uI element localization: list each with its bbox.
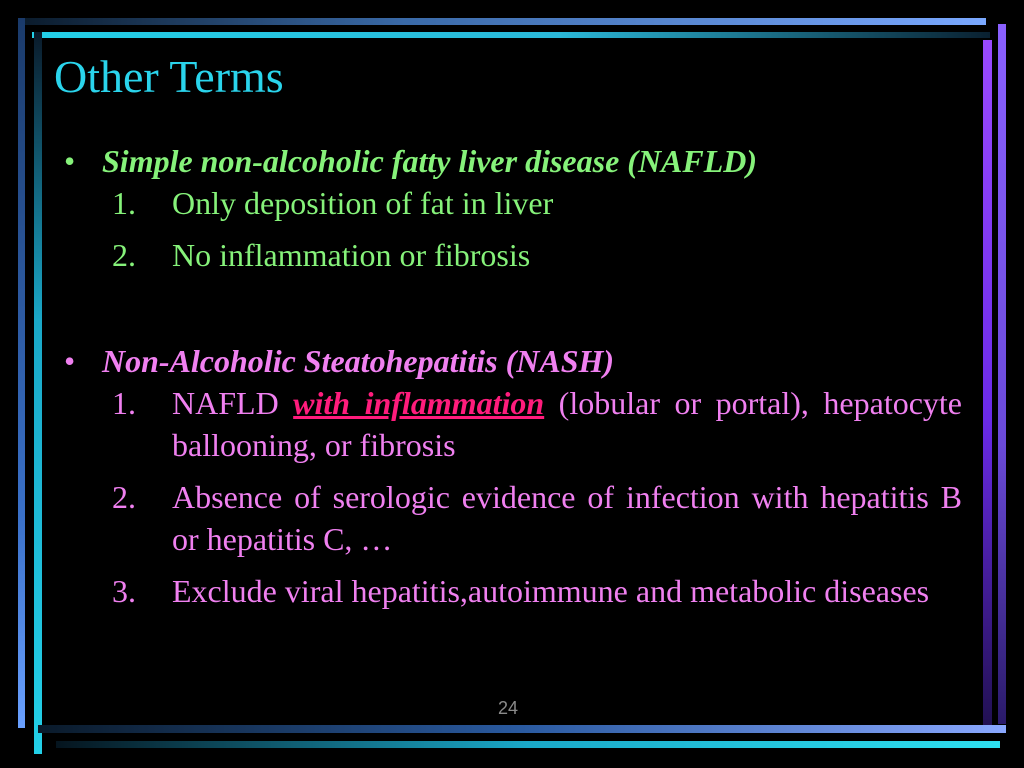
slide-title: Other Terms [54, 51, 284, 102]
frame-bar-right-inner [983, 40, 992, 730]
list-number: 1. [112, 185, 136, 221]
emphasis-with-inflammation: with inflammation [293, 385, 545, 421]
bullet-marker: • [64, 343, 76, 379]
bullet-heading-nash: Non-Alcoholic Steatohepatitis (NASH) [102, 343, 615, 379]
list-item [112, 182, 962, 224]
bullet-nash [64, 340, 962, 382]
list-text: Absence of serologic evidence of infection with hepatitis B or hepatitis C, … [172, 479, 962, 557]
list-number: 3. [112, 573, 136, 609]
list-text: Exclude viral hepatitis,autoimmune and metabolic diseases [172, 573, 930, 609]
list-text: Only deposition of fat in liver [172, 185, 554, 221]
bullet-heading-nafld: Simple non-alcoholic fatty liver disease (NAFLD) [102, 143, 758, 179]
frame-bar-left-inner [34, 32, 42, 754]
list-text-before: NAFLD [172, 385, 294, 421]
list-text [172, 382, 962, 466]
list-text-after: (lobular or portal), hepatocyte ballooning, or fibrosis [172, 385, 963, 463]
list-item [112, 570, 962, 612]
frame-bar-bottom-inner [56, 741, 1000, 748]
list-item [112, 382, 962, 466]
bullet-marker: • [64, 143, 76, 179]
frame-bar-top-outer [18, 18, 986, 25]
list-text: No inflammation or fibrosis [172, 237, 531, 273]
list-number: 2. [112, 237, 136, 273]
page-number: 24 [498, 698, 519, 718]
list-item [112, 234, 962, 276]
frame-bar-bottom-outer [38, 725, 1006, 733]
list-number: 1. [112, 385, 136, 421]
nafld-sub-list [64, 182, 962, 276]
slide-content [64, 140, 962, 612]
list-item [112, 476, 962, 560]
frame-bar-right-outer [998, 24, 1006, 724]
bullet-nafld [64, 140, 962, 182]
frame-bar-top-inner [32, 32, 990, 38]
nash-sub-list [64, 382, 962, 612]
frame-bar-left-outer [18, 18, 25, 728]
list-number: 2. [112, 479, 136, 515]
